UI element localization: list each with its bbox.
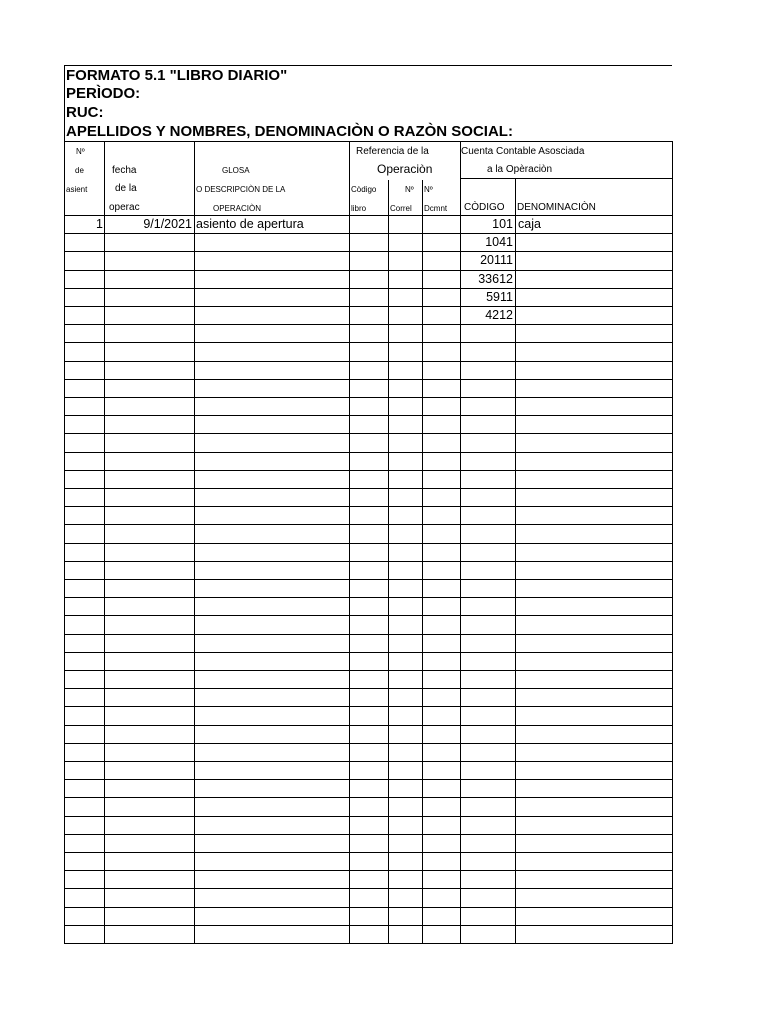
cell-codigo: 4212: [485, 308, 513, 322]
header-asiento-line3: asient: [66, 185, 88, 194]
header-dcmnt-line2: Dcmnt: [424, 204, 448, 213]
cell-glosa: asiento de apertura: [196, 217, 304, 231]
header-referencia-line1: Referencia de la: [356, 146, 429, 157]
header-correl-line1: Nº: [405, 185, 414, 194]
header-cuenta-line1: Cuenta Contable Asosciada: [461, 146, 585, 157]
col-cuenta-border: [460, 141, 461, 943]
cell-codigo: 20111: [480, 253, 513, 267]
header-glosa-line3: OPERACIÒN: [213, 204, 262, 213]
row-line: [64, 943, 673, 944]
header-codigo: CÒDIGO: [464, 202, 505, 213]
row-line: [64, 251, 673, 252]
row-line: [64, 288, 673, 289]
cell-codigo: 5911: [486, 290, 513, 304]
header-fecha-line1: fecha: [112, 165, 137, 176]
col-referencia-border: [349, 141, 350, 943]
row-line: [64, 488, 673, 489]
row-line: [64, 379, 673, 380]
header-correl-line2: Correl: [390, 204, 412, 213]
header-dcmnt-line1: Nº: [424, 185, 433, 194]
format-title: FORMATO 5.1 "LIBRO DIARIO": [66, 67, 288, 84]
periodo-label: PERÌODO:: [66, 85, 141, 102]
row-line: [64, 834, 673, 835]
row-line: [64, 761, 673, 762]
col-fecha-border: [104, 141, 105, 943]
row-line: [64, 561, 673, 562]
razon-social-label: APELLIDOS Y NOMBRES, DENOMINACIÒN O RAZÒN SOCIAL:: [66, 123, 513, 140]
row-line: [64, 615, 673, 616]
header-codigo-libro-line1: Còdigo: [351, 185, 377, 194]
header-glosa-line2: O DESCRIPCIÒN DE LA: [196, 185, 286, 194]
row-line: [64, 543, 673, 544]
header-denominacion: DENOMINACIÒN: [517, 202, 596, 213]
header-cuenta-divider: [460, 178, 673, 179]
row-line: [64, 670, 673, 671]
cell-denominacion: caja: [518, 217, 541, 231]
row-line: [64, 415, 673, 416]
row-line: [64, 725, 673, 726]
row-line: [64, 925, 673, 926]
cell-codigo: 101: [492, 217, 513, 231]
row-line: [64, 797, 673, 798]
row-line: [64, 852, 673, 853]
row-line: [64, 470, 673, 471]
row-line: [64, 706, 673, 707]
title-left-border: [64, 65, 65, 142]
row-line: [64, 270, 673, 271]
row-line: [64, 743, 673, 744]
row-line: [64, 907, 673, 908]
cell-codigo: 1041: [485, 235, 513, 249]
header-asiento-line2: de: [75, 166, 84, 175]
row-line: [64, 397, 673, 398]
header-top-border: [64, 141, 673, 142]
row-line: [64, 306, 673, 307]
row-line: [64, 652, 673, 653]
row-line: [64, 324, 673, 325]
row-line: [64, 888, 673, 889]
row-line: [64, 816, 673, 817]
row-line: [64, 688, 673, 689]
header-glosa-line1: GLOSA: [222, 166, 250, 175]
row-line: [64, 634, 673, 635]
header-referencia-line2: Operaciòn: [377, 162, 433, 176]
row-line: [64, 524, 673, 525]
col-glosa-border: [194, 141, 195, 943]
row-line: [64, 233, 673, 234]
row-line: [64, 433, 673, 434]
header-codigo-libro-line2: libro: [351, 204, 367, 213]
cell-asiento: 1: [96, 217, 103, 231]
cell-codigo: 33612: [478, 272, 513, 286]
cell-fecha: 9/1/2021: [143, 217, 192, 231]
row-line: [64, 452, 673, 453]
row-line: [64, 779, 673, 780]
row-line: [64, 361, 673, 362]
row-line: [64, 597, 673, 598]
row-line: [64, 870, 673, 871]
header-asiento-line1: Nº: [76, 147, 85, 156]
top-border: [64, 65, 672, 66]
ruc-label: RUC:: [66, 104, 104, 121]
header-fecha-line2: de la: [115, 183, 137, 194]
row-line: [64, 579, 673, 580]
row-line: [64, 342, 673, 343]
row-line: [64, 506, 673, 507]
header-cuenta-line2: a la Opèraciòn: [487, 164, 553, 175]
header-fecha-line3: operac: [109, 202, 140, 213]
